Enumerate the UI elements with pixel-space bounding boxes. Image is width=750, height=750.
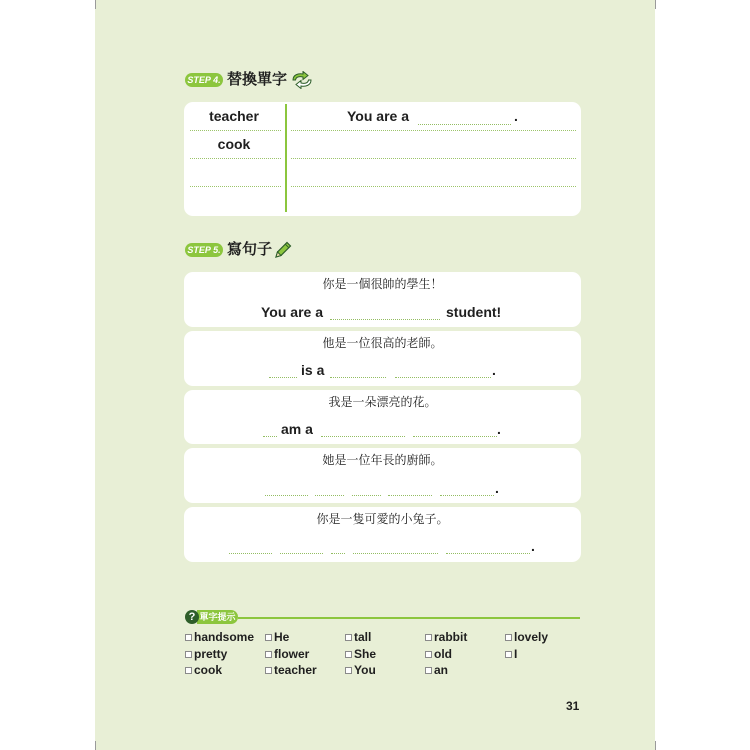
checkbox-icon	[345, 634, 352, 641]
dotted-line	[291, 158, 576, 159]
answer-blank	[330, 377, 386, 378]
step4-title: 替換單字	[227, 71, 288, 88]
checkbox-icon	[185, 634, 192, 641]
hint-word: cook	[194, 663, 223, 677]
checkbox-icon	[265, 651, 272, 658]
hint-word: lovely	[514, 630, 549, 644]
swap-arrows-icon	[290, 71, 314, 93]
step4-badge: STEP 4.	[185, 73, 223, 87]
sentence-text: student!	[446, 304, 502, 320]
hint-word: rabbit	[434, 630, 468, 644]
sentence-text: is a	[301, 362, 325, 378]
hint-word: teacher	[274, 663, 317, 677]
answer-blank	[269, 377, 297, 378]
answer-blank	[321, 436, 405, 437]
answer-blank	[263, 436, 277, 437]
chinese-sentence: 她是一位年長的廚師。	[322, 453, 443, 467]
sentence-period: .	[492, 362, 496, 378]
hint-word: She	[354, 647, 377, 661]
crop-mark	[655, 0, 656, 9]
checkbox-icon	[265, 667, 272, 674]
answer-blank	[280, 553, 323, 554]
sentence-period: .	[514, 108, 518, 124]
answer-blank	[446, 553, 530, 554]
sentence-text: You are a	[261, 304, 323, 320]
checkbox-icon	[185, 651, 192, 658]
answer-blank	[440, 495, 494, 496]
answer-blank	[352, 495, 381, 496]
checkbox-icon	[265, 634, 272, 641]
hint-word: pretty	[194, 647, 228, 661]
hint-word: I	[514, 647, 518, 661]
answer-blank	[265, 495, 308, 496]
chinese-sentence: 你是一隻可愛的小兔子。	[316, 512, 449, 526]
checkbox-icon	[425, 634, 432, 641]
dotted-line	[190, 186, 281, 187]
step5-badge: STEP 5.	[185, 243, 223, 257]
sentence-text: am a	[281, 421, 313, 437]
hint-word: He	[274, 630, 290, 644]
answer-blank	[331, 553, 345, 554]
sentence-period: .	[531, 538, 535, 554]
dotted-line	[190, 130, 281, 131]
chinese-sentence: 我是一朵漂亮的花。	[328, 395, 437, 409]
hint-word: old	[434, 647, 452, 661]
checkbox-icon	[345, 651, 352, 658]
page-number: 31	[566, 699, 580, 713]
answer-blank	[413, 436, 497, 437]
checkbox-icon	[425, 651, 432, 658]
hint-word: You	[354, 663, 376, 677]
checkbox-icon	[505, 651, 512, 658]
sentence-text: You are a	[347, 108, 409, 124]
checkbox-icon	[185, 667, 192, 674]
answer-blank	[395, 377, 491, 378]
sentence-period: .	[497, 421, 501, 437]
answer-blank	[229, 553, 272, 554]
hint-word: an	[434, 663, 449, 677]
answer-blank	[353, 553, 438, 554]
question-mark-icon: ?	[185, 610, 199, 624]
hints-divider	[238, 617, 580, 619]
chinese-sentence: 他是一位很高的老師。	[322, 336, 443, 350]
substitution-word: teacher	[209, 108, 259, 124]
checkbox-icon	[345, 667, 352, 674]
hint-word: flower	[274, 647, 310, 661]
answer-blank	[418, 124, 511, 125]
dotted-line	[190, 158, 281, 159]
dotted-line	[291, 186, 576, 187]
answer-blank	[315, 495, 344, 496]
hints-title: 單字提示	[197, 610, 238, 624]
pencil-icon	[273, 240, 293, 264]
answer-blank	[388, 495, 432, 496]
sentence-period: .	[495, 480, 499, 496]
checkbox-icon	[505, 634, 512, 641]
crop-mark	[95, 741, 96, 750]
substitution-word: cook	[217, 136, 251, 152]
answer-blank	[330, 319, 440, 320]
chinese-sentence: 你是一個很帥的學生！	[322, 277, 443, 291]
hint-word: tall	[354, 630, 372, 644]
crop-mark	[655, 741, 656, 750]
hint-word: handsome	[194, 630, 255, 644]
column-divider	[285, 104, 287, 212]
dotted-line	[291, 130, 576, 131]
crop-mark	[95, 0, 96, 9]
checkbox-icon	[425, 667, 432, 674]
step5-title: 寫句子	[227, 241, 273, 258]
